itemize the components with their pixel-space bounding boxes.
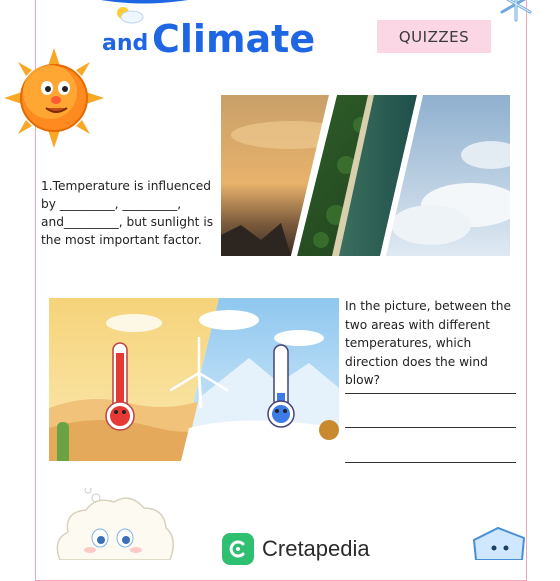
- title-word-and: and: [102, 31, 149, 56]
- answer-line-1[interactable]: [345, 393, 516, 394]
- sun-cloud-icon: [112, 3, 146, 25]
- sun-character-icon: [4, 48, 104, 148]
- svg-text:Climate: [152, 17, 315, 61]
- question-2-text: In the picture, between the two areas with different temperatures, which direction does the wind blow?: [345, 299, 511, 387]
- cloud-character-icon: [50, 488, 180, 560]
- answer-line-3[interactable]: [345, 462, 516, 463]
- svg-text:and: [102, 31, 148, 56]
- hot-cold-wind-illustration: [49, 298, 339, 461]
- ice-cube-character-icon: [468, 520, 528, 560]
- title-word-climate: Climate: [152, 17, 316, 61]
- answer-line-2[interactable]: [345, 427, 516, 428]
- brand-name: Cretapedia: [262, 536, 370, 561]
- question-1-text: 1.Temperature is influenced by _________, _________, and_________, but sunlight is the most important factor.: [41, 179, 214, 247]
- cretapedia-logo-icon: [222, 533, 254, 565]
- quizzes-badge: QUIZZES: [377, 20, 491, 53]
- cretapedia-logo: [222, 533, 370, 565]
- climate-photo-collage: [221, 95, 510, 256]
- snowflake-icon: [492, 0, 540, 24]
